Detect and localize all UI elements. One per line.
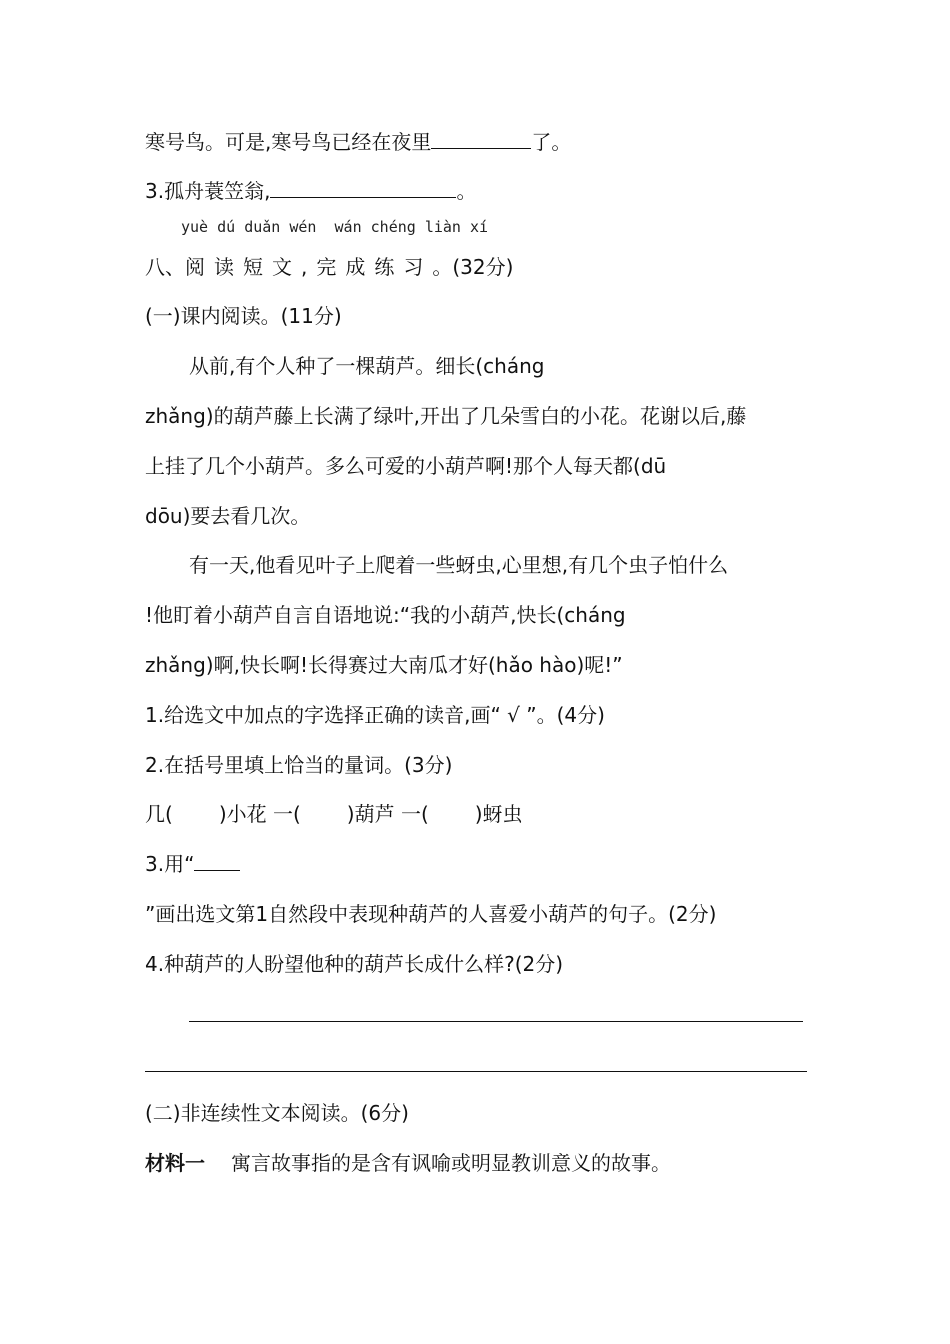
answer-line[interactable] [189,1021,803,1022]
question-3-poem: 3.孤舟蓑笠翁, 。 [145,179,477,203]
answer-blank[interactable] [431,128,531,149]
answer-blank[interactable] [270,177,456,198]
subsection-2-title: (二)非连续性文本阅读。(6分) [145,1101,409,1125]
passage-line: dōu)要去看几次。 [145,504,311,528]
underline-sample [194,850,240,871]
subsection-1-title: (一)课内阅读。(11分) [145,304,342,328]
passage-line: !他盯着小葫芦自言自语地说:“我的小葫芦,快长(cháng [145,603,626,627]
section-8-pinyin: yuè dú duǎn wén wán chéng liàn xí [181,218,489,236]
passage-line: 有一天,他看见叶子上爬着一些蚜虫,心里想,有几个虫子怕什么 [189,553,729,577]
question-2: 2.在括号里填上恰当的量词。(3分) [145,753,453,777]
passage-line: zhǎng)的葫芦藤上长满了绿叶,开出了几朵雪白的小花。花谢以后,藤 [145,404,747,428]
question-3-cont: ”画出选文第1自然段中表现种葫芦的人喜爱小葫芦的句子。(2分) [145,902,717,926]
answer-line[interactable] [145,1071,807,1072]
question-2-items: 几( )小花 一( )葫芦 一( )蚜虫 [145,802,523,826]
line-poem-end: 寒号鸟。可是,寒号鸟已经在夜里 了。 [145,130,572,154]
passage-line: 上挂了几个小葫芦。多么可爱的小葫芦啊!那个人每天都(dū [145,454,667,478]
question-1: 1.给选文中加点的字选择正确的读音,画“ √ ”。(4分) [145,703,605,727]
passage-line: 从前,有个人种了一棵葫芦。细长(cháng [189,354,545,378]
question-4: 4.种葫芦的人盼望他种的葫芦长成什么样?(2分) [145,952,564,976]
passage-line: zhǎng)啊,快长啊!长得赛过大南瓜才好(hǎo hào)呢!” [145,653,623,677]
section-8-heading: 八、阅读短文,完成练习。(32分) [145,255,514,279]
material-1: 材料一 寓言故事指的是含有讽喻或明显教训意义的故事。 [145,1151,671,1175]
question-3: 3.用“ [145,850,240,878]
